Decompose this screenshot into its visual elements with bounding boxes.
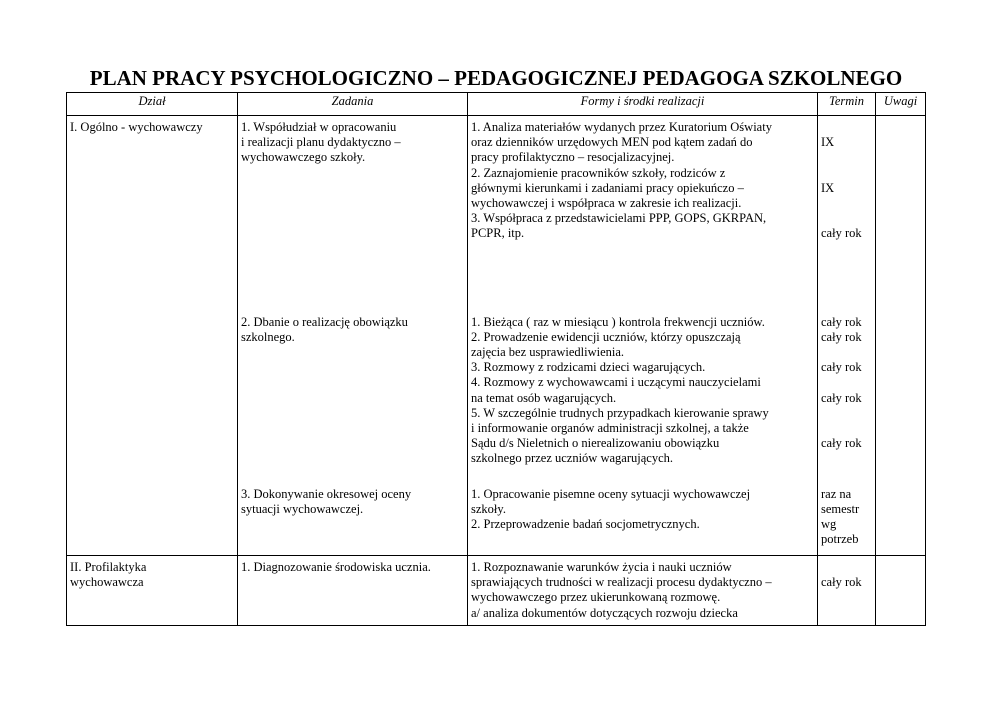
termin-text: cały rok [821, 360, 862, 375]
formy-text: zajęcia bez usprawiedliwienia. [471, 344, 625, 359]
termin-text [821, 590, 872, 605]
formy-text: Sądu d/s Nieletnich o nierealizowaniu obowiązku [471, 436, 720, 451]
formy-text: na temat osób wagarujących. [471, 390, 617, 405]
formy-text: szkolnego przez uczniów wagarujących. [471, 451, 673, 466]
dzial-cell [67, 556, 238, 626]
formy-text: głównymi kierunkami i zadaniami pracy opiekuńczo – [471, 180, 744, 195]
formy-text: wychowawczej i współpraca w zakresie ich realizacji. [471, 196, 742, 211]
formy-text: 1. Opracowanie pisemne oceny sytuacji wychowawczej [471, 486, 751, 501]
formy-text: sprawiających trudności w realizacji procesu dydaktyczno – [471, 575, 772, 590]
termin-text [821, 211, 872, 226]
termin-text: raz na [821, 486, 852, 501]
formy-text: PCPR, itp. [471, 226, 525, 241]
termin-text [821, 606, 872, 621]
dzial-cell [67, 483, 238, 556]
formy-text: 2. Przeprowadzenie badań socjometrycznych. [471, 516, 700, 531]
table-row [67, 556, 926, 626]
termin-text: semestr [821, 501, 860, 516]
termin-text [821, 375, 872, 390]
formy-text: a/ analiza dokumentów dotyczących rozwoju dziecka [471, 605, 738, 620]
formy-text: 1. Rozpoznawanie warunków życia i nauki uczniów [471, 560, 732, 574]
zadanie-text: szkolnego. [241, 329, 295, 344]
termin-text: cały rok [821, 436, 862, 451]
termin-text [821, 421, 872, 436]
termin-text [821, 345, 872, 360]
termin-text: IX [821, 180, 835, 195]
formy-text: i informowanie organów administracji szkolnej, a także [471, 420, 749, 435]
termin-text: cały rok [821, 314, 862, 329]
termin-text [821, 406, 872, 421]
formy-text: 2. Zaznajomienie pracowników szkoły, rodziców z [471, 165, 726, 180]
uwagi-cell [876, 483, 926, 556]
header-uwagi: Uwagi [876, 93, 926, 116]
formy-text: 5. W szczególnie trudnych przypadkach kierowanie sprawy [471, 405, 769, 420]
page-title: PLAN PRACY PSYCHOLOGICZNO – PEDAGOGICZNEJ PEDAGOGA SZKOLNEGO [89, 66, 903, 90]
termin-text: cały rok [821, 329, 862, 344]
termin-text: cały rok [821, 575, 862, 590]
termin-cell [818, 116, 876, 311]
formy-cell [468, 311, 818, 483]
header-termin: Termin [818, 93, 876, 116]
formy-text: oraz dzienników urzędowych MEN pod kątem zadań do [471, 135, 753, 150]
termin-text: cały rok [821, 226, 862, 241]
dzial-cell [67, 116, 238, 311]
formy-text: 3. Współpraca z przedstawicielami PPP, GOPS, GKRPAN, [471, 211, 767, 226]
zadanie-cell [238, 556, 468, 626]
dzial-text: wychowawcza [70, 575, 144, 590]
table-header-row [67, 93, 926, 116]
work-plan-table [66, 92, 926, 626]
termin-text: potrzeb [821, 532, 859, 547]
table-row [67, 483, 926, 556]
termin-cell [818, 311, 876, 483]
dzial-cell [67, 311, 238, 483]
formy-text: 1. Bieżąca ( raz w miesiącu ) kontrola frekwencji uczniów. [471, 314, 765, 329]
formy-text: 2. Prowadzenie ewidencji uczniów, którzy opuszczają [471, 329, 741, 344]
formy-cell [468, 116, 818, 311]
formy-text: wychowawczego przez ukierunkowaną rozmowę. [471, 590, 721, 605]
formy-cell [468, 556, 818, 626]
termin-cell [818, 556, 876, 626]
formy-cell [468, 483, 818, 556]
uwagi-cell [876, 116, 926, 311]
zadanie-text: 3. Dokonywanie okresowej oceny [241, 486, 412, 501]
formy-text: 4. Rozmowy z wychowawcami i uczącymi nauczycielami [471, 375, 761, 390]
termin-text [821, 166, 872, 181]
dzial-text: I. Ogólno - wychowawczy [70, 120, 203, 134]
termin-text: wg [821, 516, 837, 531]
table-row [67, 311, 926, 483]
formy-text: 1. Analiza materiałów wydanych przez Kuratorium Oświaty [471, 120, 772, 134]
termin-cell [818, 483, 876, 556]
header-dzial: Dział [67, 93, 238, 116]
termin-text [821, 451, 872, 466]
header-zadania: Zadania [238, 93, 468, 116]
header-formy: Formy i środki realizacji [468, 93, 818, 116]
termin-text [821, 150, 872, 165]
zadanie-cell [238, 311, 468, 483]
dzial-text: II. Profilaktyka [70, 560, 147, 574]
zadanie-text: sytuacji wychowawczej. [241, 501, 364, 516]
zadanie-cell [238, 116, 468, 311]
zadanie-cell [238, 483, 468, 556]
termin-text: cały rok [821, 390, 862, 405]
zadanie-text: 1. Współudział w opracowaniu [241, 120, 397, 134]
termin-text [821, 560, 872, 575]
termin-text: IX [821, 135, 835, 150]
zadanie-text: i realizacji planu dydaktyczno – [241, 135, 401, 150]
uwagi-cell [876, 556, 926, 626]
termin-text [821, 196, 872, 211]
table-row [67, 116, 926, 311]
formy-text: 3. Rozmowy z rodzicami dzieci wagarujących. [471, 360, 706, 375]
zadanie-text: 2. Dbanie o realizację obowiązku [241, 314, 408, 329]
zadanie-text: wychowawczego szkoły. [241, 150, 366, 165]
termin-text [821, 120, 872, 135]
formy-text: szkoły. [471, 501, 506, 516]
uwagi-cell [876, 311, 926, 483]
formy-text: pracy profilaktyczno – resocjalizacyjnej. [471, 150, 675, 165]
zadanie-text: 1. Diagnozowanie środowiska ucznia. [241, 560, 431, 574]
